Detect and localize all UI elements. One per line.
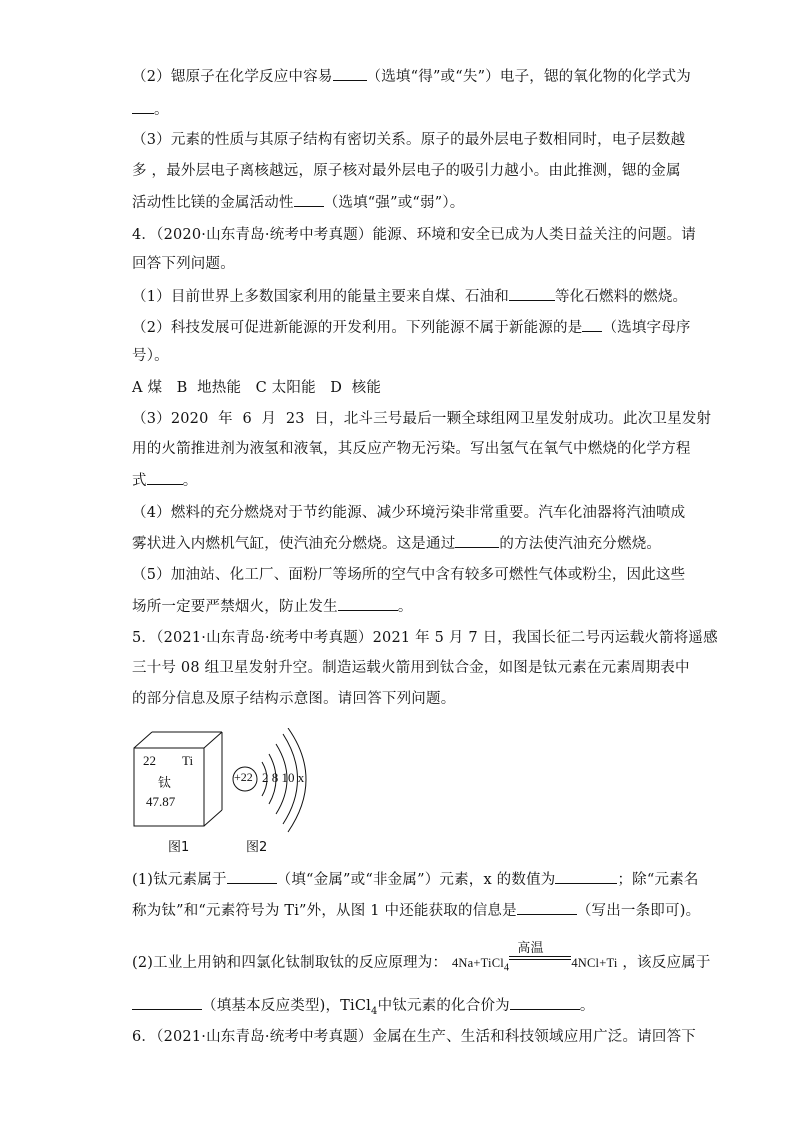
text-line xyxy=(132,940,711,979)
reaction-formula xyxy=(451,940,618,974)
electron-shells: 2 8 10 x xyxy=(262,770,305,785)
q-text: （1）目前世界上多数国家利用的能量主要来自煤、石油和 xyxy=(132,289,509,305)
text-line: （3）2020 年 6 月 23 日，北斗三号最后一颗全球组网卫星发射成功。此次卫星发射 xyxy=(132,411,712,427)
condition-label: 高温 xyxy=(517,940,544,955)
q-text: 中钛元素的化合价为 xyxy=(377,998,510,1014)
q-text: (1)钛元素属于 xyxy=(132,872,227,888)
titanium-figure xyxy=(128,728,338,858)
text-line xyxy=(132,192,465,213)
answer-blank xyxy=(517,900,577,915)
text-line xyxy=(132,596,413,617)
element-symbol: Ti xyxy=(182,753,194,768)
answer-blank xyxy=(455,533,499,548)
q-text: ；除“元素名 xyxy=(617,872,699,888)
text-line: 三十号 08 组卫星发射升空。制造运载火箭用到钛合金，如图是钛元素在元素周期表中 xyxy=(132,660,690,676)
answer-blank xyxy=(294,192,324,207)
q-text: （选填“得”或“失”）电子，锶的氧化物的化学式为 xyxy=(366,69,691,85)
text-line xyxy=(132,66,691,87)
answer-blank xyxy=(227,869,277,884)
text-line xyxy=(132,900,700,921)
figure-1-caption: 图1 xyxy=(168,840,190,855)
figure-2-caption: 图2 xyxy=(246,840,268,855)
text-line: 用的火箭推进剂为液氢和液氧，其反应产物无污染。写出氢气在氧气中燃烧的化学方程 xyxy=(132,441,691,457)
text-line: A 煤 B 地热能 C 太阳能 D 核能 xyxy=(132,380,382,396)
q-text: 称为钛”和“元素符号为 Ti”外，从图 1 中还能获取的信息是 xyxy=(132,903,517,919)
text-line: 5．（2021·山东青岛·统考中考真题）2021 年 5 月 7 日，我国长征二号丙运载火箭将遥感 xyxy=(132,630,718,646)
q-text: 。 xyxy=(182,473,198,489)
text-line: 4．（2020·山东青岛·统考中考真题）能源、环境和安全已成为人类日益关注的问题。请 xyxy=(132,227,696,243)
text-line: （3）元素的性质与其原子结构有密切关系。原子的最外层电子数相同时，电子层数越 xyxy=(132,132,686,148)
answer-blank xyxy=(338,596,398,611)
q-text: （2）锶原子在化学反应中容易 xyxy=(132,69,333,85)
answer-blank xyxy=(147,470,183,485)
reaction-condition xyxy=(509,940,571,970)
text-line: 多 ，最外层电子离核越远，原子核对最外层电子的吸引力越小。由此推测，锶的金属 xyxy=(132,163,681,179)
text-line xyxy=(132,470,197,491)
q-text: (2)工业上用钠和四氯化钛制取钛的反应原理为： xyxy=(132,955,448,971)
text-line xyxy=(132,995,595,1022)
text-line xyxy=(132,317,691,338)
text-line xyxy=(132,99,169,120)
q-text: （填基本反应类型)，TiCl xyxy=(202,998,371,1014)
q-text: 等化石燃料的燃烧。 xyxy=(554,289,688,305)
q-text: （填“金属”或“非金属”）元素，x 的数值为 xyxy=(276,872,556,888)
q-text: 的方法使汽油充分燃烧。 xyxy=(499,536,662,552)
formula-reactants: 4Na+TiCl xyxy=(451,956,504,970)
q-text: （写出一条即可)。 xyxy=(576,903,701,919)
q-text: 。 xyxy=(579,998,595,1014)
q-text: ，该反应属于 xyxy=(622,955,711,971)
q-text: （2）科技发展可促进新能源的开发利用。下列能源不属于新能源的是 xyxy=(132,320,583,336)
subscript: 4 xyxy=(371,1005,378,1017)
text-line: （5）加油站、化工厂、面粉厂等场所的空气中含有较多可燃性气体或粉尘，因此这些 xyxy=(132,567,686,583)
formula-products: 4NCl+Ti xyxy=(571,956,618,970)
formula-subscript: 4 xyxy=(503,962,510,974)
answer-blank xyxy=(509,286,555,301)
text-line xyxy=(132,869,699,890)
q-text: 。 xyxy=(397,599,413,615)
text-line xyxy=(132,286,687,307)
answer-blank xyxy=(555,869,617,884)
answer-blank xyxy=(510,995,580,1010)
q-text: （选填字母序 xyxy=(602,320,691,336)
text-line xyxy=(132,533,661,554)
text-line: 回答下列问题。 xyxy=(132,256,235,272)
answer-blank xyxy=(132,99,154,114)
text-line: （4）燃料的充分燃烧对于节约能源、减少环境污染非常重要。汽车化油器将汽油喷成 xyxy=(132,505,686,521)
q-text: （选填“强”或“弱”）。 xyxy=(323,195,465,211)
q-text: 雾状进入内燃机气缸，使汽油充分燃烧。这是通过 xyxy=(132,536,456,552)
q-text: 场所一定要严禁烟火，防止发生 xyxy=(132,599,338,615)
atomic-number: 22 xyxy=(143,753,156,768)
q-text: 活动性比镁的金属活动性 xyxy=(132,195,294,211)
text-line: 6．（2021·山东青岛·统考中考真题）金属在生产、生活和科技领域应用广泛。请回答下 xyxy=(132,1029,696,1045)
answer-blank xyxy=(333,66,367,81)
element-name: 钛 xyxy=(158,776,172,791)
atomic-mass: 47.87 xyxy=(146,794,176,809)
nucleus-charge: +22 xyxy=(234,770,253,784)
answer-blank xyxy=(582,317,602,332)
q-text: 式 xyxy=(132,473,147,489)
q-text: 。 xyxy=(154,102,169,118)
text-line: 的部分信息及原子结构示意图。请回答下列问题。 xyxy=(132,691,456,707)
figure-drawing xyxy=(128,728,338,858)
answer-blank xyxy=(132,995,202,1010)
text-line: 号）。 xyxy=(132,348,169,364)
